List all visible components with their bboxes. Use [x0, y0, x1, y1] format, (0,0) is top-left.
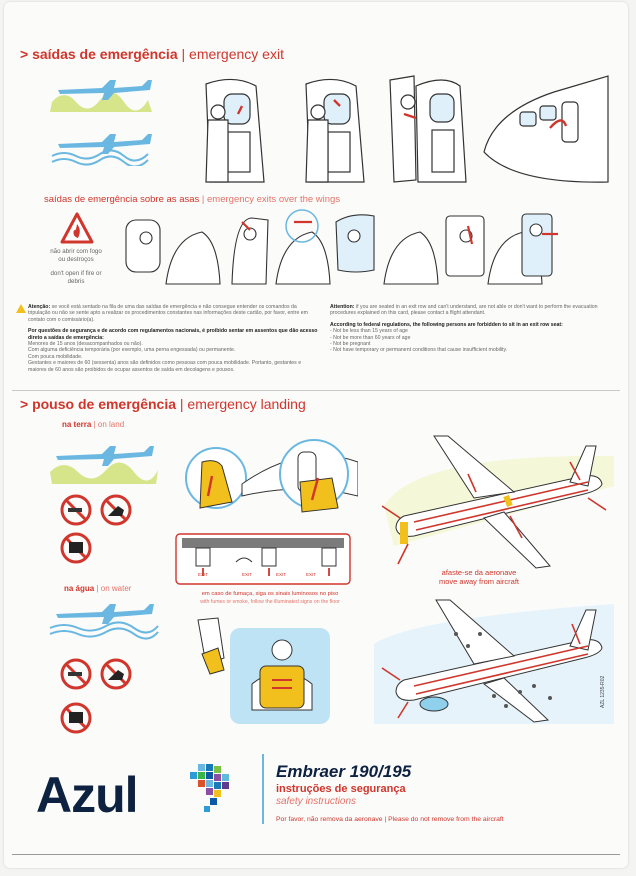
- do-not-remove-notice: Por favor, não remova da aeronave | Please do not remove from the aircraft: [276, 816, 504, 823]
- card-code: AZL 1235-R02: [600, 675, 606, 708]
- title-en: safety instructions: [276, 796, 357, 807]
- fire-note-pt: não abrir com fogo ou destroços: [50, 248, 102, 263]
- subtitle-on-water: [64, 584, 131, 593]
- move-away-pt: afaste-se da aeronave: [441, 568, 517, 577]
- attention-label-en: Attention:: [330, 304, 355, 310]
- safety-card: [4, 2, 628, 868]
- subtitle-overwing-exits: [44, 194, 340, 205]
- title-pt: pouso de emergência: [32, 396, 177, 412]
- exit-door-sequence-illustration: [194, 72, 614, 190]
- move-away-en: move away from aircraft: [438, 577, 520, 586]
- regulation-item: - Not be less than 15 years of age: [330, 328, 408, 335]
- footer-divider: [262, 754, 264, 824]
- title-pt: instruções de segurança: [276, 783, 406, 795]
- regulation-item: Com alguma deficiência temporária (por exemplo, uma perna engessada) ou permanente.: [28, 347, 236, 354]
- fire-warning-icon: [60, 212, 94, 244]
- fire-note-en: don't open if fire or debris: [50, 270, 102, 285]
- move-away-note: [404, 568, 554, 586]
- chevron-icon: >: [20, 46, 29, 62]
- brand-mosaic-logo: [182, 760, 242, 818]
- cabin-floor-path-illustration: [174, 532, 352, 586]
- wings-title-pt: saídas de emergência sobre as asas: [44, 194, 200, 205]
- wings-title-en: | emergency exits over the wings: [201, 194, 341, 205]
- prohibition-icons-land: [60, 494, 140, 566]
- regulation-item: - Not have temporary or permanent conditions that cause insufficient mobility.: [330, 347, 508, 354]
- notice-pt: [28, 304, 318, 373]
- attention-label-pt: Atenção:: [28, 304, 51, 310]
- exit-label: EXIT: [242, 572, 253, 577]
- aircraft-on-land-icon: [44, 434, 164, 494]
- evacuation-slide-illustration: [182, 422, 358, 520]
- title-en: | emergency exit: [181, 46, 284, 62]
- aircraft-evacuation-water-diagram: [374, 594, 614, 724]
- brand-logo: Azul: [36, 767, 138, 823]
- regulation-item: Gestantes e maiores de 60 (sessenta) anos são definidos como pessoas com pouca mobilidade. Portanto, gestantes e maiores de 60 anos são proibidos de ocupar assentos de saída em decolagens e pousos.: [28, 360, 302, 373]
- attention-text-en: if you are seated in an exit row and can't understand, are not able or don't want to perform the evacuation procedures explained on this card, please contact a flight attendant.: [330, 304, 598, 317]
- regulation-item: - Not be more than 60 years of age: [330, 334, 411, 341]
- land-pt: na terra: [62, 420, 92, 429]
- smoke-note-pt: em caso de fumaça, siga os sinais luminosos no piso: [201, 591, 339, 597]
- life-vest-illustration: [190, 614, 330, 726]
- aircraft-land-water-icon: [44, 66, 164, 166]
- land-en: | on land: [93, 420, 125, 429]
- regulation-head-pt: Por questões de segurança e de acordo com regulamentos nacionais, é proibido sentar em assentos que dão acesso direto a saídas de emergência:: [28, 328, 318, 341]
- regulation-item: - Not be pregnant: [330, 341, 371, 348]
- aircraft-evacuation-land-diagram: [374, 426, 614, 576]
- aircraft-model: Embraer 190/195: [276, 762, 412, 781]
- bottom-line: [12, 854, 620, 855]
- attention-text-pt: se você está sentado na fila de uma das saídas de emergência e não consegue entender os comandos da tripulação ou não se sente apto a realizar os procedimentos constantes nas informações deste cartão, por favor, entre em contato com o comissário(a).: [28, 304, 308, 323]
- title-en: | emergency landing: [179, 396, 306, 412]
- regulation-head-en: According to federal regulations, the following persons are forbidden to sit in an exit row seat:: [330, 321, 563, 328]
- title-pt: saídas de emergência: [32, 46, 178, 62]
- prohibition-icons-water: [60, 658, 140, 738]
- exit-label: EXIT: [198, 572, 209, 577]
- overwing-exit-sequence-illustration: [122, 208, 592, 292]
- section-divider: [12, 390, 620, 391]
- regulation-item: Menores de 15 anos (desacompanhados ou não).: [28, 341, 143, 348]
- water-en: | on water: [96, 584, 132, 593]
- exit-label: EXIT: [306, 572, 317, 577]
- subtitle-on-land: [62, 420, 124, 429]
- smoke-note-en: with fumes or smoke, follow the illuminated signs on the floor: [200, 599, 340, 605]
- chevron-icon: >: [20, 396, 29, 412]
- warning-triangle-icon: [16, 304, 26, 313]
- water-pt: na água: [64, 584, 95, 593]
- section-title-emergency-exit: [20, 46, 284, 62]
- regulation-item: Com pouca mobilidade.: [28, 353, 83, 360]
- aircraft-on-water-icon: [44, 598, 164, 650]
- section-title-emergency-landing: [20, 396, 306, 412]
- notice-en: [330, 304, 616, 354]
- exit-label: EXIT: [276, 572, 287, 577]
